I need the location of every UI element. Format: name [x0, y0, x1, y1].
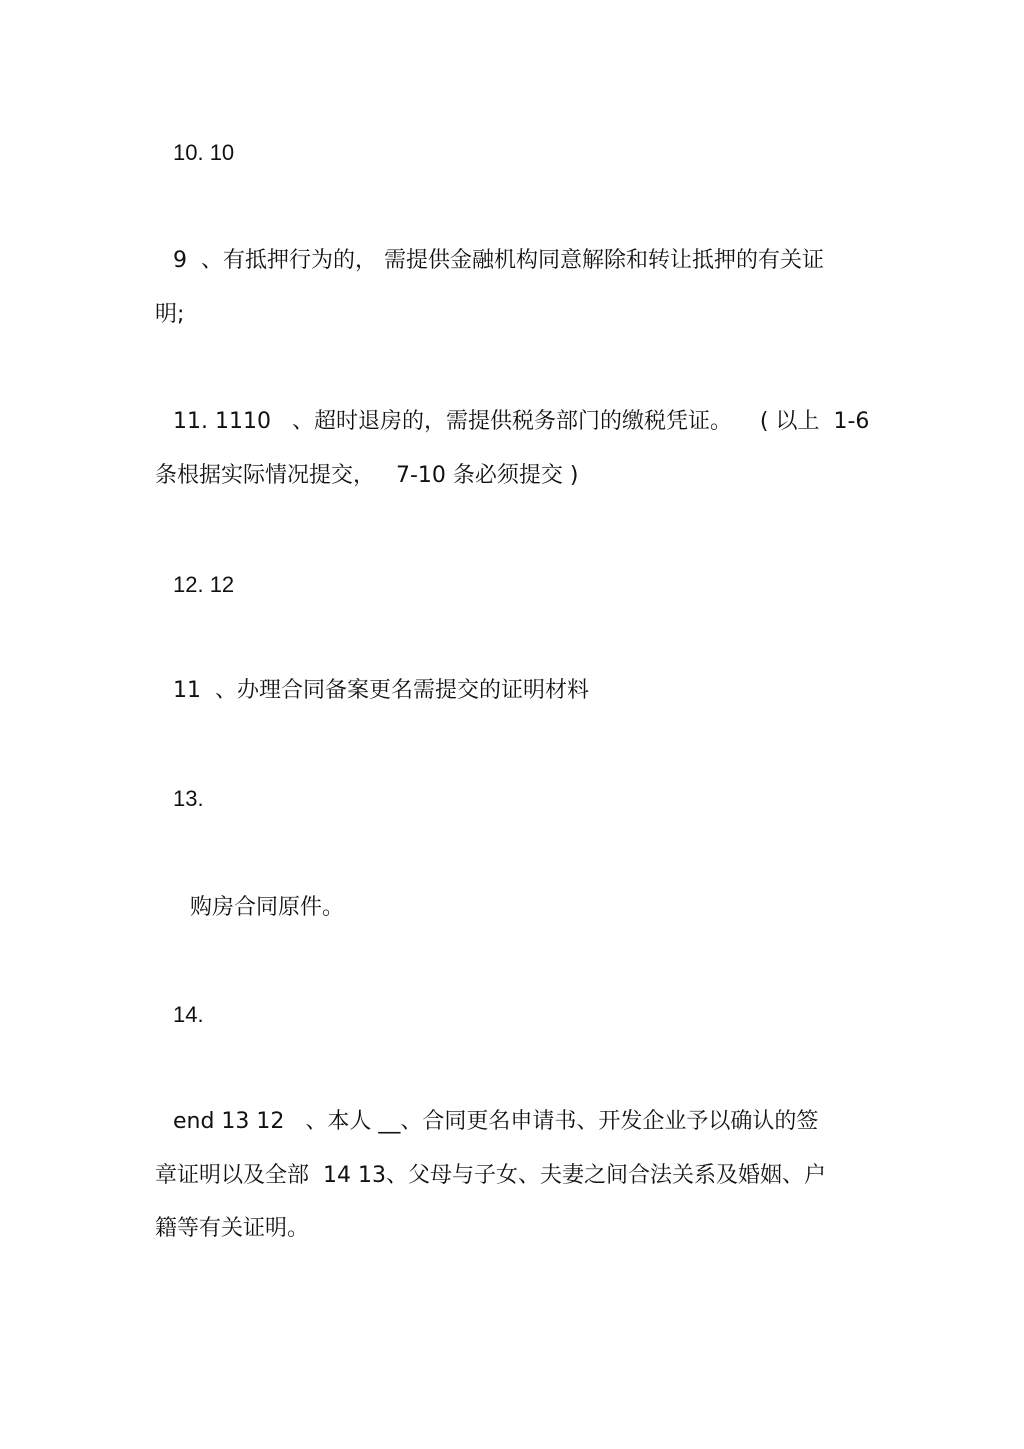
doc-line-2: 9 、有抵押行为的， 需提供金融机构同意解除和转让抵押的有关证	[173, 248, 824, 273]
doc-line-8: 13.	[173, 786, 204, 811]
doc-line-4: 11. 1110 、超时退房的，需提供税务部门的缴税凭证。 ( 以上 1-6	[173, 409, 870, 434]
doc-line-9: 购房合同原件。	[190, 895, 345, 920]
doc-line-1: 10. 10	[173, 140, 235, 165]
doc-line-3: 明;	[155, 302, 185, 327]
doc-line-7: 11 、办理合同备案更名需提交的证明材料	[173, 678, 589, 703]
doc-line-6: 12. 12	[173, 572, 235, 597]
doc-line-11: end 13 12 、本人 __、合同更名申请书、开发企业予以确认的签	[173, 1109, 819, 1134]
doc-line-13: 籍等有关证明。	[155, 1216, 310, 1241]
doc-line-12: 章证明以及全部 14 13、父母与子女、夫妻之间合法关系及婚姻、户	[155, 1163, 826, 1188]
doc-line-10: 14.	[173, 1002, 204, 1027]
doc-line-5: 条根据实际情况提交， 7-10 条必须提交 )	[155, 463, 579, 488]
